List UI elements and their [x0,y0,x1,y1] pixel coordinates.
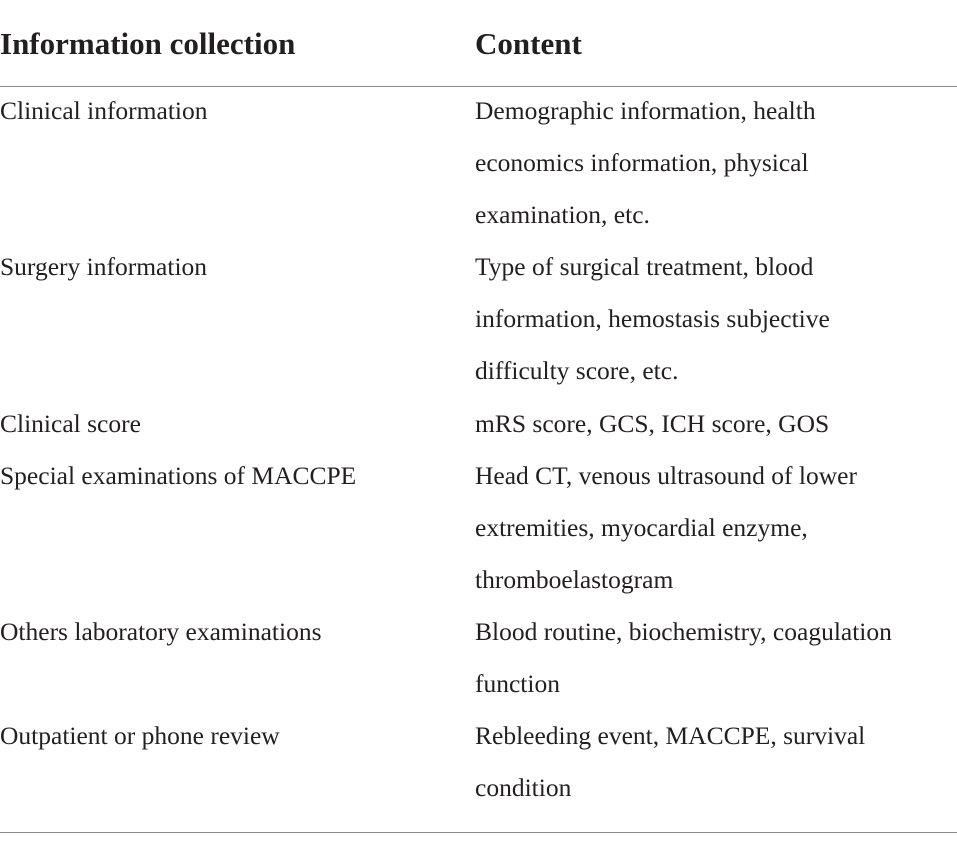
collection-cell: Others laboratory examinations [0,617,322,646]
table-row [0,606,957,710]
table-row [0,85,957,241]
header-content: Content [475,26,582,61]
content-cell: Demographic information, health economics information, physical examination, etc. [475,96,816,229]
collection-cell: Clinical score [0,409,141,438]
table-header-row [0,0,957,86]
collection-cell: Surgery information [0,252,208,281]
content-cell: Rebleeding event, MACCPE, survival condition [475,721,866,802]
table-row [0,710,957,814]
content-cell: mRS score, GCS, ICH score, GOS [475,409,830,438]
collection-cell: Clinical information [0,96,208,125]
content-cell: Head CT, venous ultrasound of lower extremities, myocardial enzyme, thromboelastogram [475,461,857,594]
collection-cell: Outpatient or phone review [0,721,280,750]
table-bottom-rule [0,832,957,833]
table-row [0,241,957,398]
header-information-collection: Information collection [0,26,296,61]
content-cell: Blood routine, biochemistry, coagulation function [475,617,892,698]
content-cell: Type of surgical treatment, blood information, hemostasis subjective difficulty score, etc. [475,252,830,385]
table-row [0,450,957,606]
table-row [0,398,957,450]
collection-cell: Special examinations of MACCPE [0,461,357,490]
table-body [0,85,957,814]
